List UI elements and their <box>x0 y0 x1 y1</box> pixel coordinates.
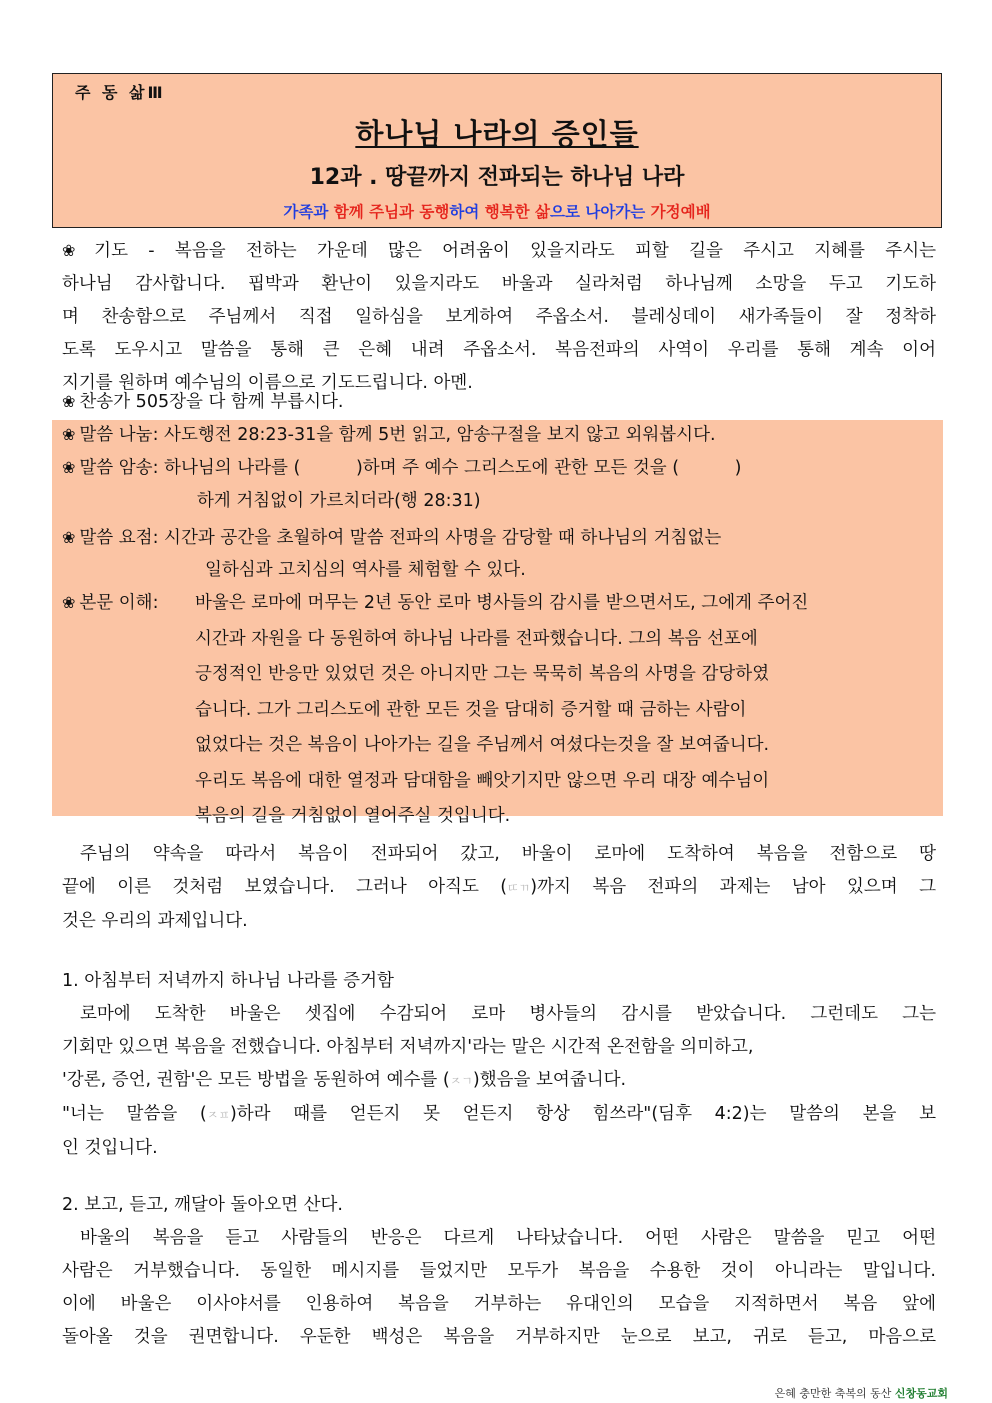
motto-segment: 행복한 삶 <box>484 203 551 221</box>
section-line: '강론, 증언, 권함'은 모든 방법을 동원하여 예수를 (ㅈㄱ)했음을 보여줍니다. <box>62 1070 627 1090</box>
section-line: 인 것입니다. <box>62 1138 158 1158</box>
word-body-line: 복음의 길을 거침없이 열어주실 것입니다. <box>195 806 511 826</box>
footer: 은혜 충만한 축복의 동산 신창동교회 <box>774 1387 948 1400</box>
blank-hint: ㅈㄱ <box>449 1074 473 1088</box>
intro-paragraph <box>62 838 936 938</box>
church-name: 신창동교회 <box>894 1387 948 1400</box>
word-point-cont: 일하심과 고치심의 역사를 체험할 수 있다. <box>205 560 526 580</box>
word-body-line: 바울은 로마에 머무는 2년 동안 로마 병사들의 감시를 받으면서도, 그에게 주어진 <box>195 593 809 613</box>
flower-icon: ❀ <box>62 528 76 547</box>
prayer-line: 지기를 원하며 예수님의 이름으로 기도드립니다. 아멘. <box>62 373 473 393</box>
section-line: 로마에 도착한 바울은 셋집에 수감되어 로마 병사들의 감시를 받았습니다. 그런데도 그는 <box>80 1004 936 1024</box>
prayer-line: ❀ 기도 - 복음을 전하는 가운데 많은 어려움이 있을지라도 피할 길을 주시고 지혜를 주시는 <box>62 241 936 261</box>
flower-icon: ❀ <box>62 458 76 477</box>
flower-icon: ❀ <box>62 241 91 260</box>
section-line: "너는 말씀을 (ㅈㅍ)하라 때를 얻든지 못 얻든지 항상 힘쓰라"(딤후 4:2)는 말씀의 본을 보 <box>62 1104 936 1124</box>
flower-icon: ❀ <box>62 593 76 612</box>
motto-segment: 동행 <box>419 203 450 221</box>
motto-segment: 가족과 <box>283 203 334 221</box>
section-line: 이에 바울은 이사야서를 인용하여 복음을 거부하는 유대인의 모습을 지적하면서 복음 앞에 <box>62 1294 936 1314</box>
intro-line: 주님의 약속을 따라서 복음이 전파되어 갔고, 바울이 로마에 도착하여 복음을 전함으로 땅 <box>80 844 936 864</box>
intro-line: 것은 우리의 과제입니다. <box>62 911 248 931</box>
hymn-line: ❀ 찬송가 505장을 다 함께 부릅시다. <box>62 392 344 412</box>
prayer-line: 며 찬송함으로 주님께서 직접 일하심을 보게하여 주옵소서. 블레싱데이 새가족들이 잘 정착하 <box>62 307 936 327</box>
word-body-line: 습니다. 그가 그리스도에 관한 모든 것을 담대히 증거할 때 금하는 사람이 <box>195 699 747 720</box>
word-body-line: 시간과 자원을 다 동원하여 하나님 나라를 전파했습니다. 그의 복음 선포에 <box>195 628 758 649</box>
blank-hint: ㅈㅍ <box>206 1108 230 1122</box>
section-heading: 2. 보고, 듣고, 깨달아 돌아오면 산다. <box>62 1195 343 1215</box>
section-2 <box>62 1189 936 1354</box>
word-body-label-row: ❀ 본문 이해: <box>62 593 159 613</box>
section-line: 기회만 있으면 복음을 전했습니다. 아침부터 저녁까지'라는 말은 시간적 온전함을 의미하고, <box>62 1037 754 1057</box>
word-reading: ❀ 말씀 나눔: 사도행전 28:23-31을 함께 5번 읽고, 암송구절을 보지 않고 외워봅시다. <box>62 425 716 445</box>
word-body-line: 없었다는 것은 복음이 나아가는 길을 주님께서 여셨다는것을 잘 보여줍니다. <box>195 735 770 755</box>
motto <box>53 200 941 222</box>
word-body <box>195 586 808 835</box>
blank-hint: ㄸㄲ <box>507 881 531 895</box>
motto-segment: 주님과 <box>369 203 420 221</box>
motto-segment: 하여 <box>449 203 485 221</box>
word-body-line: 긍정적인 반응만 있었던 것은 아니지만 그는 묵묵히 복음의 사명을 감당하였 <box>195 664 770 684</box>
word-memory-cont: 하게 거침없이 가르치더라(행 28:31) <box>197 491 481 511</box>
flower-icon: ❀ <box>62 425 76 444</box>
prayer-line: 도록 도우시고 말씀을 통해 큰 은혜 내려 주옵소서. 복음전파의 사역이 우리를 통해 계속 이어 <box>62 340 936 360</box>
word-memory: ❀ 말씀 암송: 하나님의 나라를 ( )하며 주 예수 그리스도에 관한 모든 것을 ( ) <box>62 458 742 478</box>
motto-segment: 으로 나아가는 <box>550 203 651 221</box>
section-line: 바울의 복음을 듣고 사람들의 반응은 다르게 나타났습니다. 어떤 사람은 말씀을 믿고 어떤 <box>80 1228 936 1248</box>
section-line: 돌아올 것을 권면합니다. 우둔한 백성은 복음을 거부하지만 눈으로 보고, 귀로 듣고, 마음으로 <box>62 1327 936 1347</box>
section-heading: 1. 아침부터 저녁까지 하나님 나라를 증거함 <box>62 971 394 991</box>
prayer-paragraph <box>62 234 936 400</box>
page-title: 하나님 나라의 증인들 <box>355 117 639 151</box>
series-label: 주 동 삶Ⅲ <box>75 83 166 102</box>
section-line: 사람은 거부했습니다. 동일한 메시지를 들었지만 모두가 복음을 수용한 것이 아니라는 말입니다. <box>62 1261 936 1281</box>
prayer-line: 하나님 감사합니다. 핍박과 환난이 있을지라도 바울과 실라처럼 하나님께 소망을 두고 기도하 <box>62 274 936 294</box>
lesson-title: 12과 . 땅끝까지 전파되는 하나님 나라 <box>309 165 685 190</box>
flower-icon: ❀ <box>62 392 76 411</box>
word-point: ❀ 말씀 요점: 시간과 공간을 초월하여 말씀 전파의 사명을 감당할 때 하나님의 거침없는 <box>62 528 722 548</box>
word-body-line: 우리도 복음에 대한 열정과 담대함을 빼앗기지만 않으면 우리 대장 예수님이 <box>195 770 770 791</box>
motto-segment: 가정예배 <box>650 203 711 221</box>
section-1 <box>62 965 936 1165</box>
motto-segment: 함께 <box>333 203 370 221</box>
header-box <box>52 73 942 228</box>
intro-line: 끝에 이른 것처럼 보였습니다. 그러나 아직도 (ㄸㄲ)까지 복음 전파의 과제는 남아 있으며 그 <box>62 877 936 897</box>
